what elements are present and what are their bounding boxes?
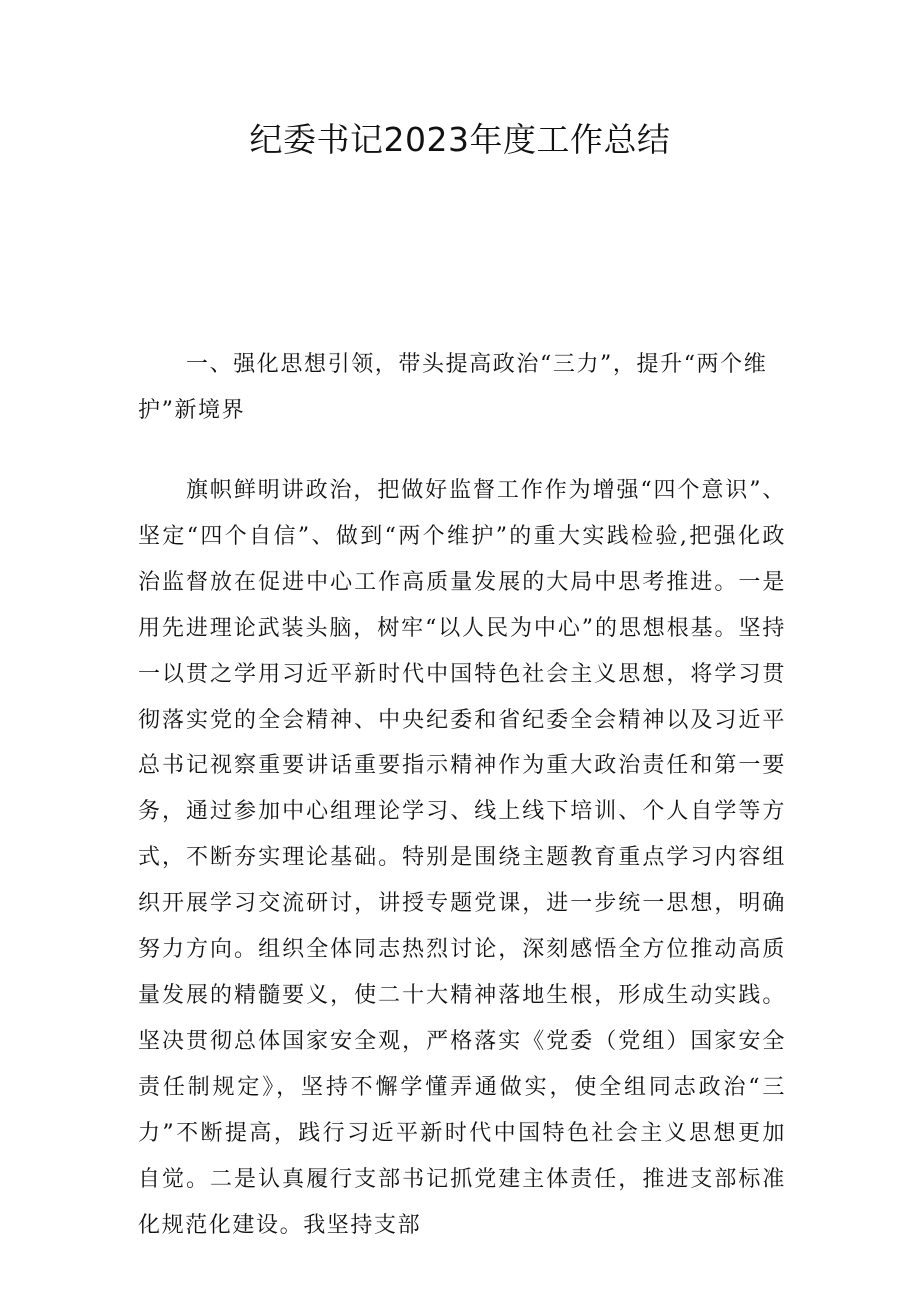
body-paragraph: 旗帜鲜明讲政治，把做好监督工作作为增强“四个意识”、坚定“四个自信”、做到“两个维护”的重大实践检验,把强化政治监督放在促进中心工作高质量发展的大局中思考推进。一是用先进理论武装头脑，树牢“以人民为中心”的思想根基。坚持一以贯之学用习近平新时代中国特色社会主义思想，将学习贯彻落实党的全会精神、中央纪委和省纪委全会精神以及习近平总书记视察重要讲话重要指示精神作为重大政治责任和第一要务，通过参加中心组理论学习、线上线下培训、个人自学等方式，不断夯实理论基础。特别是围绕主题教育重点学习内容组织开展学习交流研讨，讲授专题党课，进一步统一思想，明确努力方向。组织全体同志热烈讨论，深刻感悟全方位推动高质量发展的精髓要义，使二十大精神落地生根，形成生动实践。坚决贯彻总体国家安全观，严格落实《党委（党组）国家安全责任制规定》，坚持不懈学懂弄通做实，使全组同志政治“三力”不断提高，践行习近平新时代中国特色社会主义思想更加自觉。二是认真履行支部书记抓党建主体责任，推进支部标准化规范化建设。我坚持支部: [138, 478, 786, 1238]
document-title: 纪委书记2023年度工作总结: [249, 120, 671, 159]
section-heading: 一、强化思想引领，带头提高政治“三力”，提升“两个维护”新境界: [138, 352, 768, 423]
